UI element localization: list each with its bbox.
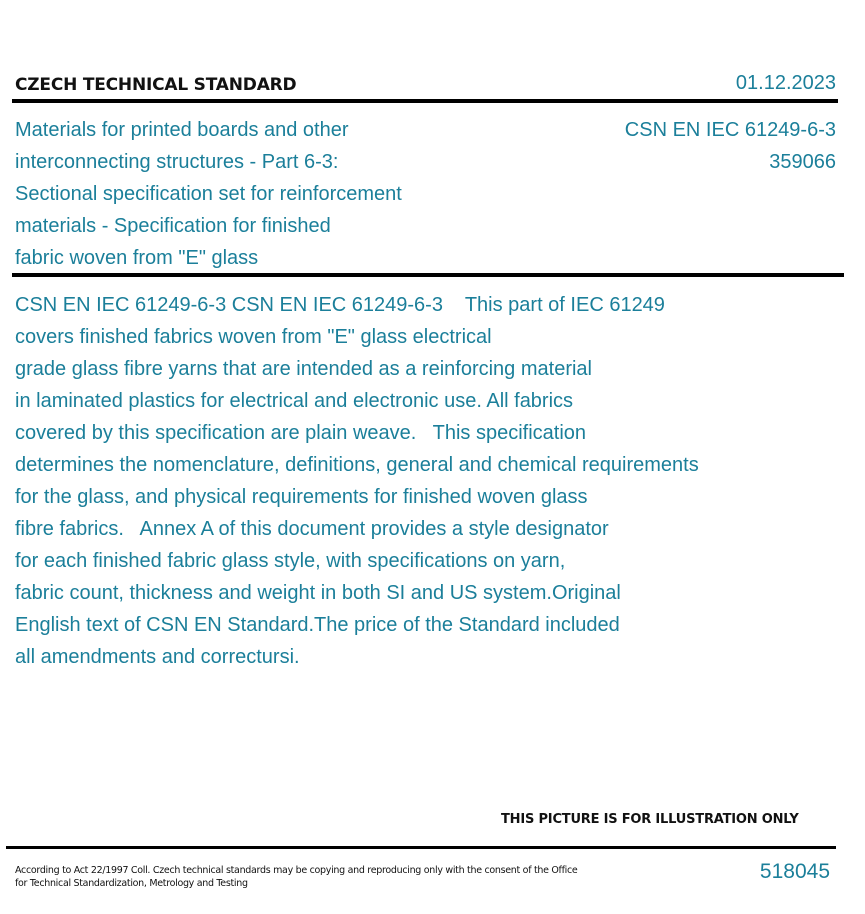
copyright-note — [15, 864, 615, 890]
copyright-note-line: for Technical Standardization, Metrology and Testing — [15, 878, 248, 889]
description-line: fibre fabrics. Annex A of this document provides a style designator — [15, 518, 609, 540]
standard-title-line: Materials for printed boards and other — [15, 119, 349, 141]
copyright-note-line: According to Act 22/1997 Coll. Czech technical standards may be copying and reproducing only with the consent of the Office — [15, 865, 578, 876]
standard-description — [15, 289, 835, 673]
footer-divider — [6, 846, 836, 849]
description-line: for each finished fabric glass style, with specifications on yarn, — [15, 550, 566, 572]
header-divider — [12, 99, 838, 103]
class-number: 359066 — [769, 151, 836, 173]
standard-code: CSN EN IEC 61249-6-3 — [624, 119, 836, 141]
document-id: 518045 — [759, 860, 830, 883]
description-line: determines the nomenclature, definitions, general and chemical requirements — [15, 454, 699, 476]
title-divider — [12, 273, 844, 277]
publication-date: 01.12.2023 — [735, 72, 836, 94]
standard-title-line: materials - Specification for finished — [15, 215, 331, 237]
description-line: English text of CSN EN Standard.The price of the Standard included — [15, 614, 620, 636]
illustration-note: THIS PICTURE IS FOR ILLUSTRATION ONLY — [501, 812, 799, 827]
description-line: all amendments and correctursi. — [15, 646, 300, 668]
description-line: for the glass, and physical requirements for finished woven glass — [15, 486, 588, 508]
standard-title — [15, 114, 465, 274]
standard-title-line: fabric woven from "E" glass — [15, 247, 259, 269]
description-line: in laminated plastics for electrical and electronic use. All fabrics — [15, 390, 574, 412]
description-line: grade glass fibre yarns that are intended as a reinforcing material — [15, 358, 592, 380]
description-line: fabric count, thickness and weight in both SI and US system.Original — [15, 582, 621, 604]
description-line: covered by this specification are plain weave. This specification — [15, 422, 587, 444]
description-line: covers finished fabrics woven from "E" glass electrical — [15, 326, 492, 348]
standard-title-line: interconnecting structures - Part 6-3: — [15, 151, 339, 173]
description-line: CSN EN IEC 61249-6-3 CSN EN IEC 61249-6-3 This part of IEC 61249 — [15, 294, 665, 316]
document-header-title: CZECH TECHNICAL STANDARD — [15, 75, 297, 95]
standard-identifiers — [625, 114, 836, 178]
standard-title-line: Sectional specification set for reinforcement — [15, 183, 402, 205]
